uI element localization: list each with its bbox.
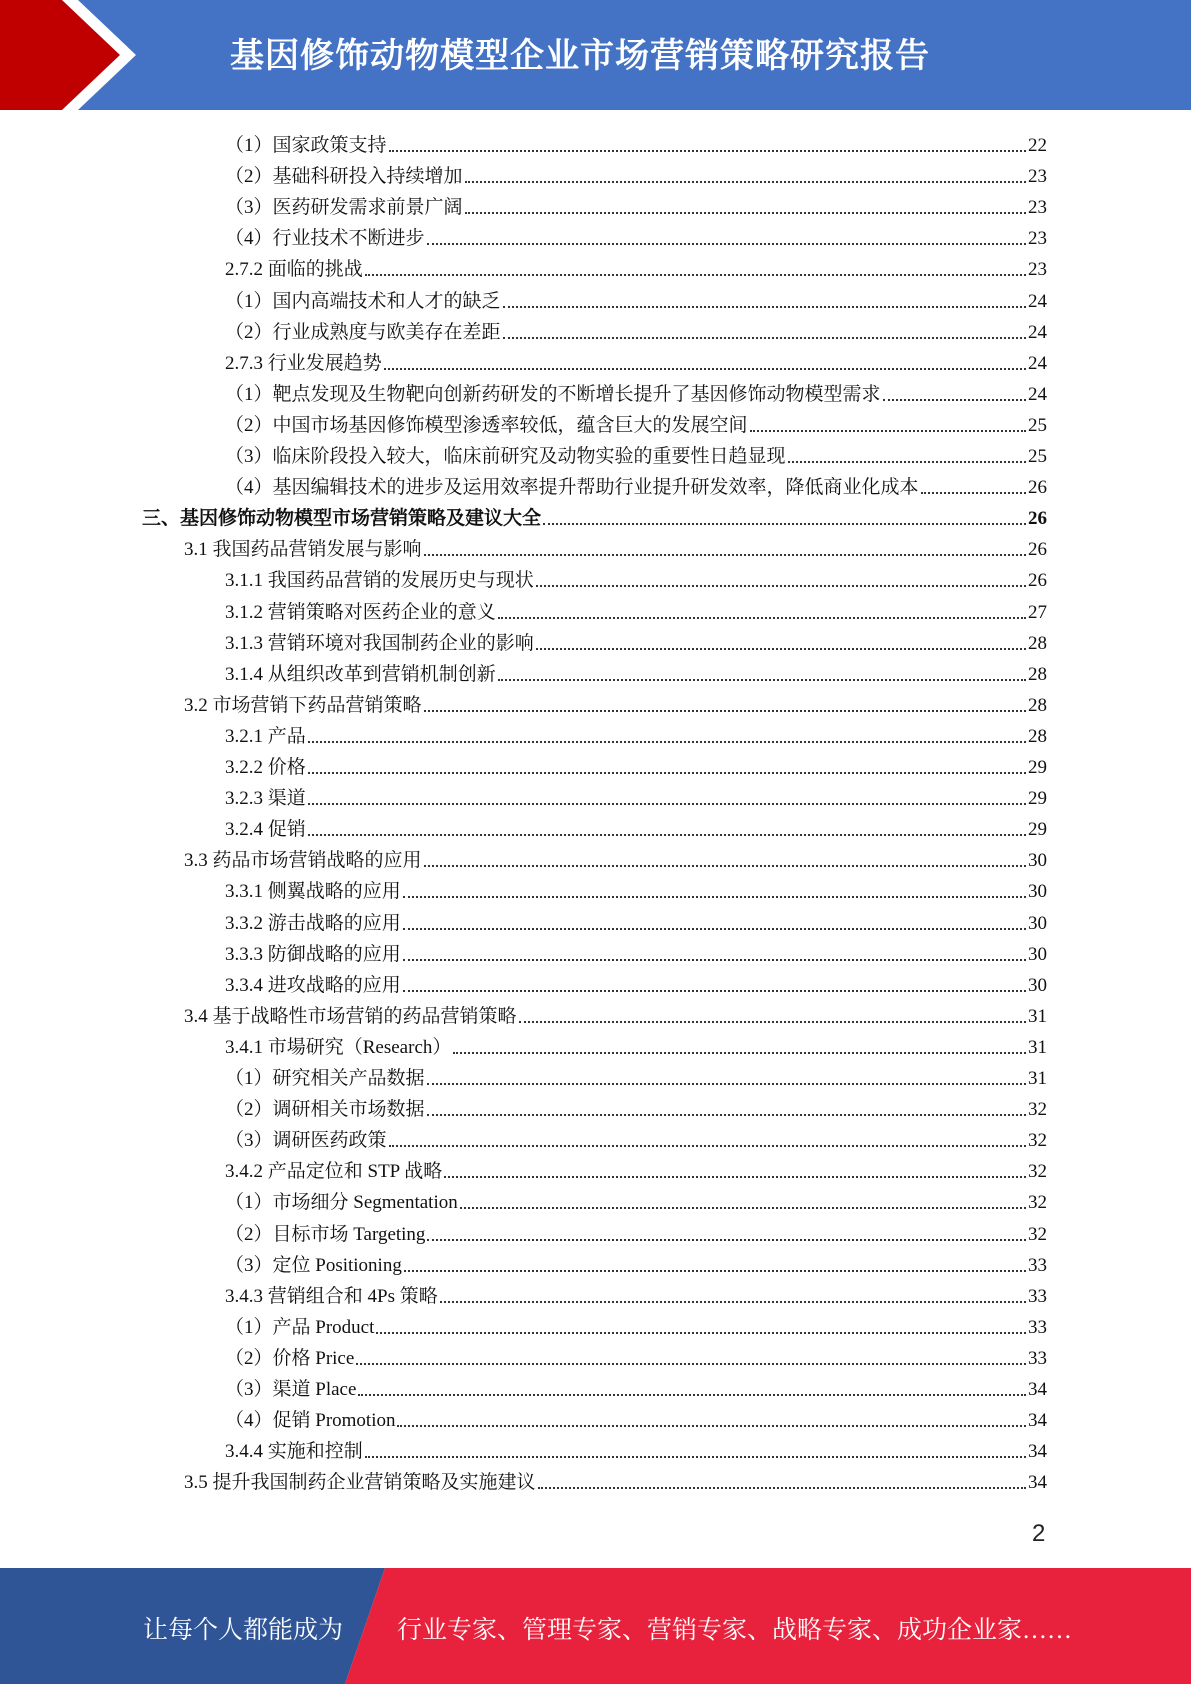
footer-slogan-right: 行业专家、管理专家、营销专家、战略专家、成功企业家…… [397,1617,1073,1644]
toc-dot-leader [503,305,1026,308]
toc-entry[interactable] [225,407,1047,438]
toc-entry[interactable] [225,1216,1047,1247]
toc-dot-leader [460,1206,1026,1209]
toc-entry-label: （1）市场细分 Segmentation [225,1192,458,1214]
toc-dot-leader [453,1051,1026,1054]
toc-entry[interactable] [184,687,1047,718]
toc-entry-label: 3.5 提升我国制药企业营销策略及实施建议 [184,1472,536,1494]
toc-dot-leader [519,1020,1026,1023]
toc-entry[interactable] [225,1402,1047,1433]
toc-dot-leader [465,180,1026,183]
toc-entry-label: 3.3.1 侧翼战略的应用 [225,881,401,903]
toc-entry[interactable] [225,1122,1047,1153]
toc-entry-label: （4）行业技术不断进步 [225,228,425,250]
header-chevron-decoration [0,0,148,110]
toc-entry-page: 30 [1028,912,1047,934]
toc-entry-label: 3.1.4 从组织改革到营销机制创新 [225,663,496,685]
toc-entry-label: 3.1.1 我国药品营销的发展历史与现状 [225,570,534,592]
toc-entry[interactable] [225,811,1047,842]
toc-entry-page: 30 [1028,974,1047,996]
toc-entry-page: 32 [1028,1223,1047,1245]
toc-dot-leader [750,429,1026,432]
toc-entry-page: 32 [1028,1099,1047,1121]
toc-entry-label: （4）促销 Promotion [225,1410,396,1432]
toc-entry-label: 3.3 药品市场营销战略的应用 [184,850,422,872]
toc-entry-label: （4）基因编辑技术的进步及运用效率提升帮助行业提升研发效率，降低商业化成本 [225,477,919,499]
toc-entry[interactable] [225,189,1047,220]
toc-dot-leader [356,1362,1026,1365]
toc-dot-leader [403,927,1026,930]
toc-entry-page: 23 [1028,228,1047,250]
toc-entry-label: 3.1.3 营销环境对我国制药企业的影响 [225,632,534,654]
toc-dot-leader [403,958,1026,961]
toc-entry-label: 3.1.2 营销策略对医药企业的意义 [225,601,496,623]
toc-entry[interactable] [225,1247,1047,1278]
toc-entry[interactable] [225,158,1047,189]
toc-entry-page: 31 [1028,1068,1047,1089]
toc-entry-page: 25 [1028,414,1047,436]
toc-entry-label: （3）定位 Positioning [225,1254,402,1276]
toc-entry-page: 34 [1028,1410,1047,1432]
toc-entry-page: 33 [1028,1347,1047,1369]
toc-dot-leader [308,833,1026,836]
toc-entry-page: 31 [1028,1036,1047,1058]
toc-entry-label: 3.4.3 营销组合和 4Ps 策略 [225,1285,438,1307]
toc-entry[interactable] [184,1464,1047,1495]
toc-dot-leader [921,491,1026,494]
toc-dot-leader [397,1424,1026,1427]
toc-dot-leader [358,1393,1026,1396]
toc-entry[interactable] [225,1371,1047,1402]
toc-entry-page: 32 [1028,1161,1047,1183]
toc-entry[interactable] [184,842,1047,873]
toc-entry-page: 34 [1028,1472,1047,1494]
toc-dot-leader [440,1300,1026,1303]
toc-entry-page: 28 [1028,694,1047,716]
toc-entry-page: 32 [1028,1130,1047,1152]
toc-entry-label: 三、基因修饰动物模型市场营销策略及建议大全 [142,508,542,530]
toc-entry[interactable] [225,562,1047,593]
toc-entry-label: （3）医药研发需求前景广阔 [225,197,463,219]
toc-dot-leader [308,740,1026,743]
toc-entry-page: 28 [1028,725,1047,747]
footer-slogan-left: 让每个人都能成为 [143,1617,344,1644]
toc-entry[interactable] [225,594,1047,625]
toc-entry-label: （3）调研医药政策 [225,1130,387,1152]
toc-dot-leader [365,273,1026,276]
toc-dot-leader [543,522,1026,525]
toc-entry-page: 33 [1028,1285,1047,1307]
toc-entry-page: 30 [1028,943,1047,965]
toc-dot-leader [403,989,1026,992]
toc-entry-label: （1）研究相关产品数据 [225,1068,425,1089]
toc-entry[interactable] [225,251,1047,282]
toc-entry-page: 29 [1028,757,1047,778]
page-header [0,0,1191,110]
toc-entry[interactable] [225,1029,1047,1060]
toc-entry-label: 3.1 我国药品营销发展与影响 [184,539,422,561]
toc-dot-leader [427,1238,1026,1241]
toc-entry-label: （2）中国市场基因修饰模型渗透率较低，蕴含巨大的发展空间 [225,414,748,436]
toc-entry[interactable] [225,749,1047,780]
toc-entry[interactable] [225,314,1047,345]
toc-entry[interactable] [225,656,1047,687]
toc-entry-page: 26 [1028,570,1047,592]
toc-entry[interactable] [225,1184,1047,1215]
toc-entry[interactable] [225,438,1047,469]
toc-entry[interactable] [225,718,1047,749]
toc-entry-page: 28 [1028,632,1047,654]
toc-entry-page: 33 [1028,1316,1047,1338]
toc-entry-page: 26 [1028,508,1047,530]
toc-entry-label: 3.4 基于战略性市场营销的药品营销策略 [184,1005,517,1027]
toc-entry[interactable] [225,905,1047,936]
toc-entry-page: 26 [1028,477,1047,499]
toc-entry-label: 3.3.2 游击战略的应用 [225,912,401,934]
toc-entry-page: 30 [1028,850,1047,872]
page-number: 2 [1032,1520,1046,1547]
toc-entry-label: （2）基础科研投入持续增加 [225,166,463,188]
toc-entry-page: 23 [1028,259,1047,281]
toc-entry[interactable] [225,1309,1047,1340]
toc-entry[interactable] [225,936,1047,967]
toc-entry-page: 24 [1028,383,1047,405]
toc-entry[interactable] [225,967,1047,998]
toc-entry-label: 3.2 市场营销下药品营销策略 [184,694,422,716]
toc-dot-leader [427,1113,1026,1116]
toc-dot-leader [444,1175,1026,1178]
toc-entry-label: 3.3.4 进攻战略的应用 [225,974,401,996]
toc-entry-page: 33 [1028,1254,1047,1276]
toc-entry[interactable] [225,1340,1047,1371]
toc-entry[interactable] [225,1278,1047,1309]
toc-entry[interactable] [225,127,1047,158]
toc-entry-page: 22 [1028,135,1047,156]
toc-entry-label: （2）价格 Price [225,1347,355,1369]
toc-entry-label: （2）调研相关市场数据 [225,1099,425,1121]
toc-entry-page: 27 [1028,601,1047,623]
toc-dot-leader [498,678,1026,681]
toc-entry-page: 23 [1028,166,1047,188]
toc-entry[interactable] [225,1433,1047,1464]
toc-dot-leader [403,895,1026,898]
toc-dot-leader [424,709,1026,712]
toc-dot-leader [389,149,1026,152]
toc-entry-label: 3.2.1 产品 [225,725,306,747]
toc-entry[interactable] [225,625,1047,656]
toc-entry[interactable] [225,1153,1047,1184]
toc-dot-leader [536,584,1026,587]
toc-entry[interactable] [142,500,1047,531]
toc-dot-leader [498,616,1026,619]
toc-entry-label: （1）国内高端技术和人才的缺乏 [225,290,501,312]
toc-entry-label: 3.4.4 实施和控制 [225,1441,363,1463]
toc-entry-label: 3.2.2 价格 [225,757,306,778]
toc-entry[interactable] [225,376,1047,407]
toc-entry-page: 25 [1028,446,1047,467]
toc-entry[interactable] [225,873,1047,904]
toc-entry-label: 3.3.3 防御战略的应用 [225,943,401,965]
toc-entry-label: （3）临床阶段投入较大，临床前研究及动物实验的重要性日趋显现 [225,446,786,467]
toc-dot-leader [376,1331,1026,1334]
toc-entry-page: 23 [1028,197,1047,219]
page-footer [0,1568,1191,1684]
toc-entry-page: 29 [1028,788,1047,810]
toc-entry-page: 30 [1028,881,1047,903]
toc-entry-label: （3）渠道 Place [225,1379,357,1400]
toc-entry[interactable] [225,780,1047,811]
toc-dot-leader [404,1269,1026,1272]
toc-dot-leader [465,211,1026,214]
toc-dot-leader [424,553,1026,556]
toc-entry-label: （1）靶点发现及生物靶向创新药研发的不断增长提升了基因修饰动物模型需求 [225,383,881,405]
toc-entry[interactable] [225,283,1047,314]
toc-dot-leader [427,1082,1026,1085]
toc-entry-page: 24 [1028,321,1047,343]
toc-entry[interactable] [225,1060,1047,1091]
toc-entry-label: （1）国家政策支持 [225,135,387,156]
toc-entry-label: 3.2.3 渠道 [225,788,306,810]
toc-entry-page: 34 [1028,1441,1047,1463]
toc-entry[interactable] [184,998,1047,1029]
toc-entry[interactable] [225,469,1047,500]
toc-dot-leader [424,864,1026,867]
toc-dot-leader [883,398,1026,401]
toc-entry[interactable] [184,531,1047,562]
toc-dot-leader [538,1486,1026,1489]
toc-dot-leader [308,802,1026,805]
toc-entry-label: 3.4.1 市場研究（Research） [225,1036,452,1058]
toc-entry-label: （1）产品 Product [225,1316,375,1338]
toc-dot-leader [788,460,1026,463]
toc-dot-leader [503,336,1026,339]
toc-entry-page: 34 [1028,1379,1047,1400]
toc-entry-page: 24 [1028,290,1047,312]
report-title: 基因修饰动物模型企业市场营销策略研究报告 [230,36,930,76]
toc-dot-leader [389,1144,1026,1147]
toc-dot-leader [308,771,1026,774]
toc-dot-leader [536,647,1026,650]
toc-entry-page: 31 [1028,1005,1047,1027]
toc-entry[interactable] [225,1091,1047,1122]
toc-entry-label: 3.4.2 产品定位和 STP 战略 [225,1161,443,1183]
toc-entry[interactable] [225,345,1047,376]
toc-dot-leader [384,367,1026,370]
toc-entry-label: （2）目标市场 Targeting [225,1223,426,1245]
toc-entry-label: 2.7.2 面临的挑战 [225,259,363,281]
toc-entry-label: 2.7.3 行业发展趋势 [225,352,382,374]
toc-entry-page: 24 [1028,352,1047,374]
toc-entry[interactable] [225,220,1047,251]
toc-dot-leader [427,242,1026,245]
toc-dot-leader [365,1455,1026,1458]
toc-entry-label: （2）行业成熟度与欧美存在差距 [225,321,501,343]
toc-entry-page: 32 [1028,1192,1047,1214]
toc-entry-page: 26 [1028,539,1047,561]
toc-entry-label: 3.2.4 促销 [225,819,306,841]
toc-entry-page: 28 [1028,663,1047,685]
toc-entry-page: 29 [1028,819,1047,841]
